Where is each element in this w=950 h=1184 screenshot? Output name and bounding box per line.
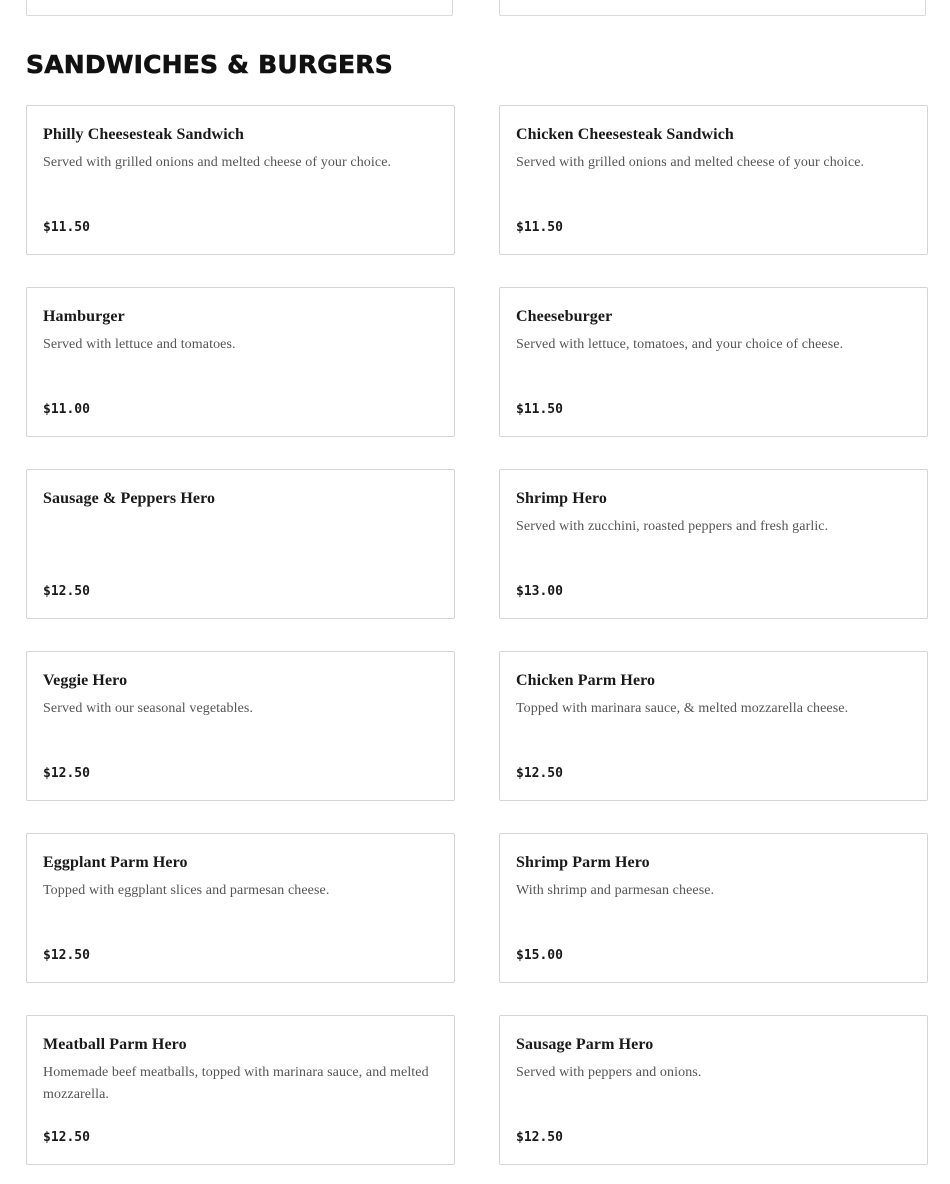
menu-item-price: $11.50 (516, 402, 563, 417)
menu-item-description: Served with our seasonal vegetables. (43, 701, 254, 716)
menu-item-card[interactable] (26, 1015, 455, 1165)
menu-item-price: $15.00 (516, 948, 563, 963)
menu-item-description: With shrimp and parmesan cheese. (516, 883, 715, 898)
menu-item-price: $12.50 (43, 584, 90, 599)
menu-item-description: Served with grilled onions and melted cheese of your choice. (43, 155, 392, 170)
menu-item-card[interactable] (26, 833, 455, 983)
menu-item-name: Hamburger (43, 308, 125, 325)
menu-item-description: Served with grilled onions and melted cheese of your choice. (516, 155, 865, 170)
menu-item-name: Shrimp Parm Hero (516, 854, 650, 871)
menu-item-description: Topped with marinara sauce, & melted mozzarella cheese. (516, 701, 849, 716)
menu-item-card[interactable] (499, 833, 928, 983)
menu-item-price: $12.50 (43, 948, 90, 963)
menu-item-card[interactable] (26, 287, 455, 437)
menu-item-name: Sausage & Peppers Hero (43, 490, 216, 507)
menu-item-price: $12.50 (516, 766, 563, 781)
menu-item-name: Veggie Hero (43, 672, 128, 689)
menu-item-name: Cheeseburger (516, 308, 613, 325)
menu-item-card-partial[interactable] (499, 0, 926, 16)
menu-item-name: Philly Cheesesteak Sandwich (43, 126, 244, 143)
menu-item-price: $12.50 (43, 1130, 90, 1145)
menu-item-description: Served with zucchini, roasted peppers and fresh garlic. (516, 519, 829, 534)
menu-item-description: Served with lettuce, tomatoes, and your choice of cheese. (516, 337, 844, 352)
menu-item-description: Homemade beef meatballs, topped with marinara sauce, and melted mozzarella. (43, 1065, 429, 1102)
menu-item-price: $11.00 (43, 402, 90, 417)
menu-item-card-partial[interactable] (26, 0, 453, 16)
section-title: SANDWICHES & BURGERS (26, 50, 393, 79)
menu-item-card[interactable] (26, 651, 455, 801)
menu-item-card[interactable] (26, 105, 455, 255)
menu-item-card[interactable] (499, 651, 928, 801)
previous-section-cards (26, 0, 928, 16)
menu-item-name: Chicken Parm Hero (516, 672, 656, 689)
menu-item-name: Eggplant Parm Hero (43, 854, 188, 871)
menu-item-description: Served with lettuce and tomatoes. (43, 337, 236, 352)
menu-item-card[interactable] (499, 1015, 928, 1165)
menu-item-price: $12.50 (516, 1130, 563, 1145)
menu-item-price: $11.50 (516, 220, 563, 235)
menu-item-card[interactable] (26, 469, 455, 619)
menu-items-grid (26, 105, 928, 1165)
menu-item-name: Sausage Parm Hero (516, 1036, 654, 1053)
menu-item-price: $12.50 (43, 766, 90, 781)
menu-item-name: Chicken Cheesesteak Sandwich (516, 126, 734, 143)
menu-item-card[interactable] (499, 469, 928, 619)
menu-item-price: $11.50 (43, 220, 90, 235)
menu-item-card[interactable] (499, 287, 928, 437)
menu-item-name: Meatball Parm Hero (43, 1036, 187, 1053)
menu-item-description: Served with peppers and onions. (516, 1065, 702, 1080)
menu-item-price: $13.00 (516, 584, 563, 599)
menu-item-name: Shrimp Hero (516, 490, 608, 507)
menu-item-description: Topped with eggplant slices and parmesan cheese. (43, 883, 330, 898)
menu-item-card[interactable] (499, 105, 928, 255)
